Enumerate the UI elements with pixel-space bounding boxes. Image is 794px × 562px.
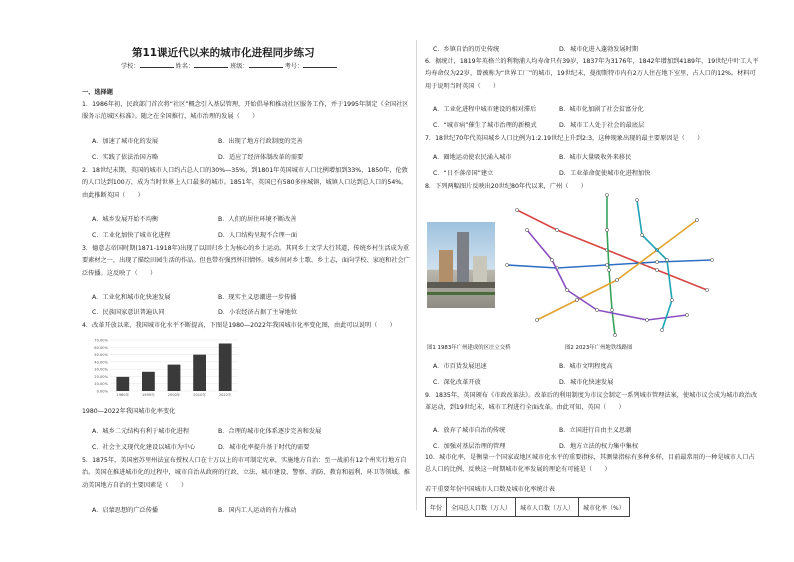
- y-tick-label: 50.00%: [94, 353, 108, 358]
- q6-option-c[interactable]: C．“城市病”催生了城市治理的新模式: [433, 122, 537, 129]
- x-tick-label: 2022年: [218, 393, 232, 397]
- q6-option-d[interactable]: D．城市工人处于社会的最底层: [559, 122, 645, 129]
- name-field[interactable]: [194, 61, 228, 68]
- q8-option-d[interactable]: D．城市化快速发展: [559, 379, 614, 386]
- q4-option-c[interactable]: C．社会主义现代化建设以城市为中心: [92, 444, 196, 451]
- school-field[interactable]: [140, 61, 174, 68]
- x-tick-label: 1990年: [142, 393, 155, 397]
- stats-table: [425, 497, 630, 517]
- metro-station: [710, 258, 713, 261]
- q7-option-d[interactable]: D．工业革命促使城市化进程加快: [559, 170, 651, 177]
- metro-station: [640, 233, 643, 236]
- class-label: 班级：: [230, 63, 249, 70]
- q1-option-a[interactable]: A．加速了城市化的发展: [92, 138, 159, 145]
- question-10: 10．城市化率，是衡量一个国家或地区城市化水平的重要指标，其测量指标有多种多样，目前最常用的一种是城市人口占总人口的比例，反映这一时期城市化率发展的理论有可能是（ ）: [425, 454, 755, 474]
- metro-station: [555, 228, 558, 231]
- q1-option-d[interactable]: D．适应了经济体制改革的需要: [218, 154, 304, 161]
- q7-option-c[interactable]: C．“日不落帝国”建立: [433, 170, 494, 177]
- y-tick-label: 70.00%: [94, 338, 108, 343]
- col-year: 年份: [426, 498, 447, 517]
- q1-option-c[interactable]: C．实践了依法治国方略: [92, 154, 159, 161]
- question-9: 9．1835年，英国颁布《市政改革法》。改革后的利用制度为市议会制定一系列城市管理法案，使城市议会成为城市政治改革运动，到19世纪末，城市工程进行全面改革。由此可知，英国（ ）: [425, 392, 758, 412]
- question-1: 1．1986年初，民政部门首次将“社区”概念引入基层管理，开始倡导和推动社区服务工作，并于1995年制定《全国社区服务示范城区标准》。随之在全国推行，城市治理的发展（ ）: [82, 101, 409, 121]
- metro-station: [670, 298, 673, 301]
- y-tick-label: 10.00%: [94, 382, 108, 387]
- q9-option-c[interactable]: C．加强对基层治理的管理: [433, 443, 506, 450]
- q4-option-d[interactable]: D．城市化率提升基于时代的需要: [218, 444, 310, 451]
- metro-station: [605, 263, 608, 266]
- metro-station: [575, 298, 578, 301]
- metro-station: [607, 268, 610, 271]
- metro-line: [637, 200, 672, 330]
- chart-caption: 1980—2022年我国城市化率变化: [82, 408, 176, 415]
- metro-station: [610, 308, 613, 311]
- overpass-photo: [427, 222, 495, 308]
- question-5: 5．1875年，美国密苏里州法宣布授权人口在十万以上的市可制定宪章，实施地方自治：至一战前有12个州实行地方自治。美国在推进城市化的过程中，城市自治从政府的行政、立法、城市建设、警察、消防、教育和福利、环卫等领域。推动美国地方自治的主要因素是（ ）: [82, 457, 410, 489]
- metro-station: [635, 198, 638, 201]
- x-tick-label: 2010年: [193, 393, 206, 397]
- metro-station: [595, 308, 598, 311]
- q5-option-c[interactable]: C．乡镇自治的历史传统: [433, 46, 500, 53]
- question-8: 8．下列两幅图片反映出20世纪80年代以来，广州（ ）: [425, 183, 587, 190]
- table-header-row: [426, 498, 630, 517]
- question-7: 7．18世纪70年代英国城乡人口比例为1:2.19世纪上升到2:3，这种现象出现的最主要原因是（ ）: [425, 135, 704, 142]
- q8-option-c[interactable]: C．深化改革开放: [433, 379, 481, 386]
- col-total-pop: 全国总人口数（万人）: [447, 498, 516, 517]
- q6-option-b[interactable]: B．城市化加剧了社会贫富分化: [559, 106, 644, 113]
- q2-option-d[interactable]: D．人口结构呈现不合理一面: [218, 232, 298, 239]
- q1-option-b[interactable]: B．出现了地方行政制度的完善: [218, 138, 303, 145]
- q2-option-b[interactable]: B．人们的居住环境不断改善: [218, 216, 297, 223]
- x-tick-label: 2000年: [167, 393, 181, 397]
- metro-station: [660, 328, 663, 331]
- x-tick-label: 1980年: [116, 393, 130, 397]
- metro-station: [705, 288, 708, 291]
- q3-option-c[interactable]: C．民族国家意识普遍认同: [92, 309, 165, 316]
- metro-station: [655, 268, 658, 271]
- table-title: 若干重要年份中国城市人口数及城市化率统计表: [425, 486, 555, 493]
- q2-option-a[interactable]: A．城乡发展开始不均衡: [92, 216, 159, 223]
- y-tick-label: 40.00%: [94, 360, 108, 365]
- question-6: 6．据统计，1819年英格兰的利物浦人均寿命只有39岁，1837年为3176年，1842年增加到4189年，19世纪中叶工人平均寿命仅为22岁，曾被称为“世界工厂”的城市，19世纪末，曼彻斯特市内有2万人住在地下室里，占人口的12%。材料可用于说明当时英国（ ）: [425, 58, 759, 90]
- bar: [168, 365, 181, 391]
- bar: [142, 372, 155, 391]
- y-tick-label: 0.00%: [96, 389, 108, 394]
- question-4: 4．改革开放以来，我国城市化水平不断提高，下图是1980—2022年我国城市化率变化图，由此可以说明（ ）: [82, 322, 396, 329]
- metro-station: [515, 208, 518, 211]
- metro-station: [695, 218, 698, 221]
- fig1-caption: 图1 1983年广州建成的区庄立交桥: [427, 345, 511, 351]
- y-tick-label: 30.00%: [94, 367, 108, 372]
- q3-option-a[interactable]: A．工业化和城市化快速发展: [92, 294, 171, 301]
- bar: [193, 355, 206, 391]
- metro-line: [517, 210, 707, 290]
- exam-no-field[interactable]: [303, 61, 337, 68]
- bar: [219, 343, 232, 391]
- metro-station: [655, 260, 658, 263]
- metro-station: [613, 333, 616, 336]
- y-tick-label: 20.00%: [94, 374, 108, 379]
- q7-option-a[interactable]: A．圈地运动使农民涌入城市: [433, 154, 512, 161]
- page-title: 第11课近代以来的城市化进程同步练习: [132, 47, 315, 59]
- metro-station: [685, 313, 688, 316]
- right-column: [397, 0, 794, 562]
- y-tick-label: 60.00%: [94, 345, 108, 350]
- q5-option-d[interactable]: D．城市化进入蓬勃发展时期: [559, 46, 639, 53]
- school-label: 学校：: [121, 63, 140, 70]
- name-label: 姓名：: [175, 63, 195, 70]
- q3-option-d[interactable]: D．小农经济占据了主导地位: [218, 309, 298, 316]
- exam-no-label: 考号：: [284, 63, 304, 70]
- q7-option-b[interactable]: B．城市大量吸收外来移民: [559, 154, 632, 161]
- q9-option-a[interactable]: A．放弃了城市自治的传统: [433, 427, 506, 434]
- urbanization-bar-chart: [82, 337, 242, 399]
- q6-option-a[interactable]: A．工业化进程中城市建设的相对滞后: [433, 106, 537, 113]
- q9-option-b[interactable]: B．立国进行自由主义思潮: [559, 427, 632, 434]
- metro-station: [615, 278, 618, 281]
- col-urban-pop: 城市人口数（万人）: [516, 498, 579, 517]
- metro-station: [535, 318, 538, 321]
- q9-option-d[interactable]: D．地方立法的权力集中集权: [559, 443, 639, 450]
- metro-station: [550, 258, 553, 261]
- q4-option-a[interactable]: A．城乡二元结构有利于城市化进程: [92, 428, 190, 435]
- col-urban-rate: 城市化率（%）: [579, 498, 630, 517]
- metro-station: [645, 318, 648, 321]
- metro-station: [605, 228, 608, 231]
- section-heading: 一、选择题: [82, 89, 113, 96]
- metro-station: [565, 288, 568, 291]
- class-field[interactable]: [249, 61, 283, 68]
- student-info-row: [121, 61, 337, 71]
- metro-station: [525, 228, 528, 231]
- q5-option-b[interactable]: B．国内工人运动的有力推动: [218, 507, 297, 514]
- metro-map: [497, 190, 722, 340]
- metro-station: [505, 263, 508, 266]
- q8-option-b[interactable]: B．城市文明程度高: [559, 363, 613, 370]
- fig2-caption: 图2 2023年广州地铁线路图: [565, 345, 633, 351]
- metro-line: [537, 220, 697, 320]
- bar: [116, 377, 129, 391]
- question-2: 2．18世纪末期，英国的城市人口约占总人口的30%—35%，到1801年英国城市人口比例增加到33%，1850年，伦敦的人口达到100万，成为当时世界上人口最多的城市。1851年，英国已有580多座城镇，城镇人口达到总人口的54%。由此推断英国（ ）: [82, 167, 408, 199]
- q8-option-a[interactable]: A．市百货发展迅速: [433, 363, 487, 370]
- metro-station: [605, 193, 608, 196]
- metro-station: [665, 258, 668, 261]
- q4-option-b[interactable]: B．合理的城市化体系逐步完善和发展: [218, 428, 322, 435]
- q5-option-a[interactable]: A．启蒙思想的广泛传播: [92, 507, 159, 514]
- q2-option-c[interactable]: C．工业化加快了城市化进程: [92, 232, 171, 239]
- question-3: 3．德意志帝国时期(1871-1918年)出现了以回归乡土为核心的乡土运动。其同乡土文学大行其道，传统乡村生活成为重要素材之一，出现了描绘田园生活的作品。但也带有强烈怀旧情怀。城乡间对乡土歌、乡土志，面向学校、家庭和社会广泛传播。这反映了（ ）: [82, 245, 410, 277]
- q3-option-b[interactable]: B．现实主义思潮进一步传播: [218, 294, 297, 301]
